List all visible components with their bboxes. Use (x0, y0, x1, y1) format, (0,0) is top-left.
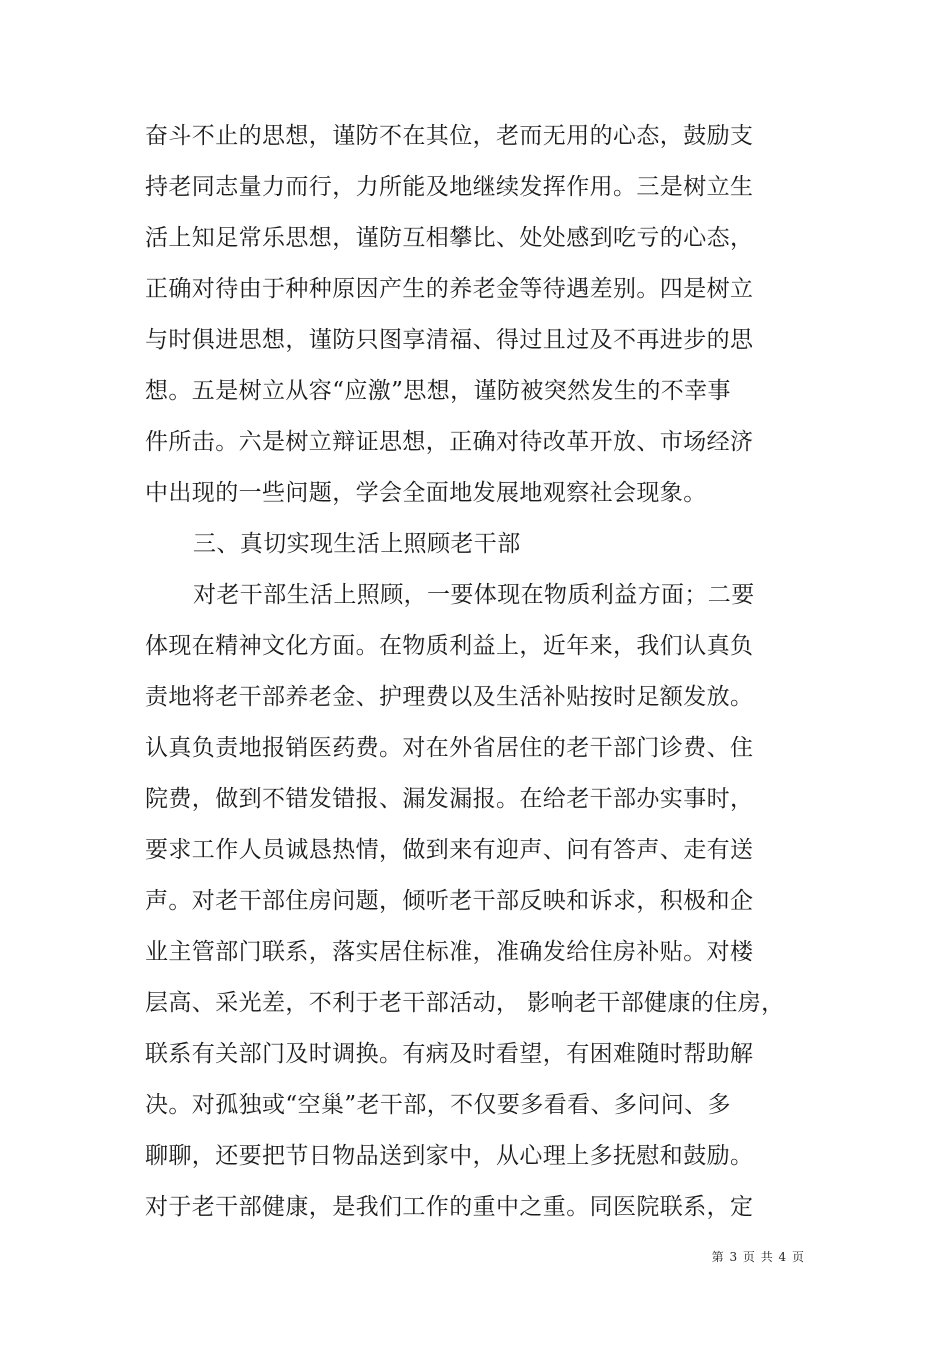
text-line: 业主管部门联系，落实居住标准，准确发给住房补贴。对楼 (145, 939, 754, 965)
text-line: 正确对待由于种种原因产生的养老金等待遇差别。四是树立 (145, 276, 754, 302)
text-line: 声。对老干部住房问题，倾听老干部反映和诉求，积极和企 (145, 888, 754, 914)
text-line: 联系有关部门及时调换。有病及时看望，有困难随时帮助解 (145, 1041, 754, 1067)
text-line: 要求工作人员诚恳热情，做到来有迎声、问有答声、走有送 (145, 837, 754, 863)
text-line: 决。对孤独或“空巢”老干部，不仅要多看看、多问问、多 (145, 1092, 731, 1118)
text-line: 持老同志量力而行，力所能及地继续发挥作用。三是树立生 (145, 174, 754, 200)
text-line: 与时俱进思想，谨防只图享清福、得过且过及不再进步的思 (145, 327, 754, 353)
text-line: 认真负责地报销医药费。对在外省居住的老干部门诊费、住 (145, 735, 754, 761)
text-line: 奋斗不止的思想，谨防不在其位，老而无用的心态，鼓励支 (145, 123, 754, 149)
text-line: 活上知足常乐思想，谨防互相攀比、处处感到吃亏的心态， (145, 225, 754, 251)
text-line: 聊聊，还要把节日物品送到家中，从心理上多抚慰和鼓励。 (145, 1143, 754, 1169)
text-line: 对老干部生活上照顾，一要体现在物质利益方面；二要 (193, 582, 755, 608)
text-line: 院费，做到不错发错报、漏发漏报。在给老干部办实事时， (145, 786, 754, 812)
page-number: 第 3 页 共 4 页 (711, 1250, 805, 1264)
text-line: 件所击。六是树立辩证思想，正确对待改革开放、市场经济 (145, 429, 754, 455)
text-line: 层高、采光差，不利于老干部活动， 影响老干部健康的住房， (145, 990, 785, 1016)
text-line: 责地将老干部养老金、护理费以及生活补贴按时足额发放。 (145, 684, 754, 710)
text-line: 体现在精神文化方面。在物质利益上，近年来，我们认真负 (145, 633, 754, 659)
text-line: 想。五是树立从容“应激”思想，谨防被突然发生的不幸事 (145, 378, 731, 404)
text-line: 三、真切实现生活上照顾老干部 (193, 531, 521, 557)
text-line: 中出现的一些问题，学会全面地发展地观察社会现象。 (145, 480, 707, 506)
body-text (145, 111, 785, 1233)
text-line: 对于老干部健康，是我们工作的重中之重。同医院联系，定 (145, 1194, 754, 1220)
